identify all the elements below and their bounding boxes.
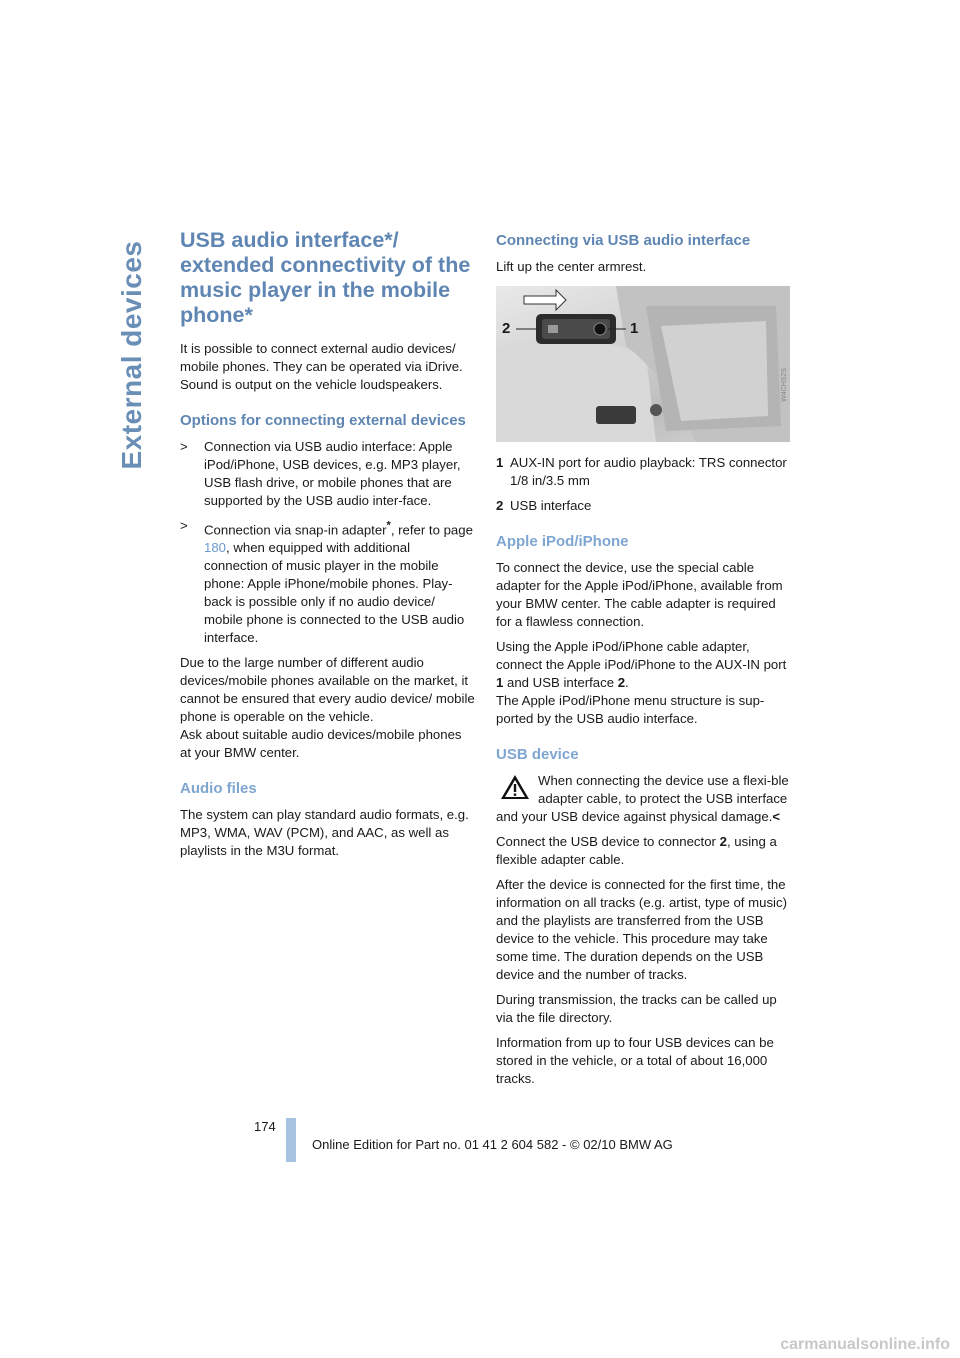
usb-paragraph-2: After the device is connected for the first time, the information on all tracks (e.g. artist, type of music) and the playlists are transferred from the USB device to the vehicle. This procedure may take some time. The duration depends on the USB device and the number of tracks.	[496, 877, 787, 982]
connect-heading: Connecting via USB audio interface	[496, 232, 751, 249]
ipod-p2-num-1: 1	[496, 675, 504, 690]
footer-bar	[286, 1118, 296, 1162]
usb-warning-text: When connecting the device use a flexi-ble adapter cable, to protect the USB interface and your USB device against physical damage.	[496, 773, 789, 824]
legend-num: 2	[496, 498, 504, 513]
bullet-snap-in-adapter	[180, 517, 476, 647]
ipod-p2-text-a: Using the Apple iPod/iPhone cable adapter, connect the Apple iPod/iPhone to the AUX-IN port	[496, 639, 787, 672]
bullet-text: Connection via USB audio interface: Apple iPod/iPhone, USB devices, e.g. MP3 player, USB flash drive, or mobile phones that are supported by the USB audio inter-face.	[204, 439, 461, 508]
legend-text: AUX-IN port for audio playback: TRS connector 1/8 in/3.5 mm	[510, 455, 787, 488]
page-title: USB audio interface*/ extended connectivity of the music player in the mobile phone*	[180, 228, 471, 327]
legend-text: USB interface	[510, 498, 592, 513]
legend-item-2	[496, 497, 790, 515]
end-marker: <	[772, 809, 781, 824]
warning-triangle-icon	[500, 774, 530, 800]
usb-paragraph-4: Information from up to four USB devices can be stored in the vehicle, or a total of about 16,000 tracks.	[496, 1035, 774, 1086]
right-column	[496, 228, 790, 1095]
watermark: carmanualsonline.info	[780, 1336, 950, 1353]
bullet-marker: >	[180, 439, 188, 454]
page-number: 174	[254, 1119, 276, 1134]
connect-text: Lift up the center armrest.	[496, 259, 647, 274]
usb-port-illustration	[496, 286, 790, 442]
bullet-marker: >	[180, 518, 188, 533]
usb-device-heading: USB device	[496, 746, 579, 763]
photo-code: W4CHS2S	[781, 368, 788, 402]
photo-label-2: 2	[502, 320, 511, 337]
page-ref-link[interactable]: 180	[204, 540, 227, 556]
bullet-text-c: , when equipped with additional connection of music player in the mobile phone: Apple iPhone/mobile phones. Play-back is possible only if no audio device/ mobile phone is connected to the USB audio interface.	[204, 540, 465, 646]
usb-p1-num: 2	[719, 834, 727, 849]
usb-paragraph-1	[496, 833, 790, 869]
photo-label-1: 1	[630, 320, 639, 337]
usb-paragraph-3: During transmission, the tracks can be called up via the file directory.	[496, 992, 777, 1025]
ipod-p2-text-c: .	[625, 675, 629, 690]
bullet-text-b: , refer to page	[390, 522, 473, 538]
section-side-tab-label: External devices	[116, 240, 147, 470]
ipod-paragraph-2	[496, 638, 790, 692]
bullet-text-a: Connection via snap-in adapter	[204, 522, 387, 538]
ipod-paragraph-1: To connect the device, use the special cable adapter for the Apple iPod/iPhone, available from your BMW center. The cable adapter is required for a flawless connection.	[496, 560, 783, 629]
left-column	[180, 228, 476, 867]
usb-port-photo	[496, 286, 790, 442]
audio-files-text: The system can play standard audio formats, e.g. MP3, WMA, WAV (PCM), and AAC, as well as playlists in the M3U format.	[180, 807, 469, 859]
legend-num: 1	[496, 455, 504, 470]
options-heading: Options for connecting external devices	[180, 412, 466, 429]
ipod-p2-text-b: and USB interface	[503, 675, 618, 690]
audio-files-heading: Audio files	[180, 780, 257, 798]
usb-p1-text-b: , using a flexible adapter cable.	[496, 834, 777, 867]
intro-paragraph: It is possible to connect external audio devices/ mobile phones. They can be operated via iDrive. Sound is output on the vehicle loudspeakers.	[180, 341, 463, 392]
usb-p1-text-a: Connect the USB device to connector	[496, 834, 720, 849]
ipod-heading: Apple iPod/iPhone	[496, 533, 629, 550]
legend-item-1	[496, 454, 790, 490]
market-paragraph: Due to the large number of different audio devices/mobile phones available on the market, it cannot be ensured that every audio device/ mobile phone is operable on the vehicle.	[180, 655, 475, 725]
edition-footer: Online Edition for Part no. 01 41 2 604 582 - © 02/10 BMW AG	[312, 1137, 673, 1152]
ipod-p2-num-2: 2	[617, 675, 626, 690]
bullet-usb-interface	[180, 438, 476, 510]
usb-warning	[496, 772, 790, 826]
section-side-tab	[110, 230, 154, 480]
ask-paragraph: Ask about suitable audio devices/mobile phones at your BMW center.	[180, 727, 462, 761]
optional-star: *	[386, 520, 391, 532]
ipod-paragraph-3: The Apple iPod/iPhone menu structure is sup-ported by the USB audio interface.	[496, 693, 765, 726]
